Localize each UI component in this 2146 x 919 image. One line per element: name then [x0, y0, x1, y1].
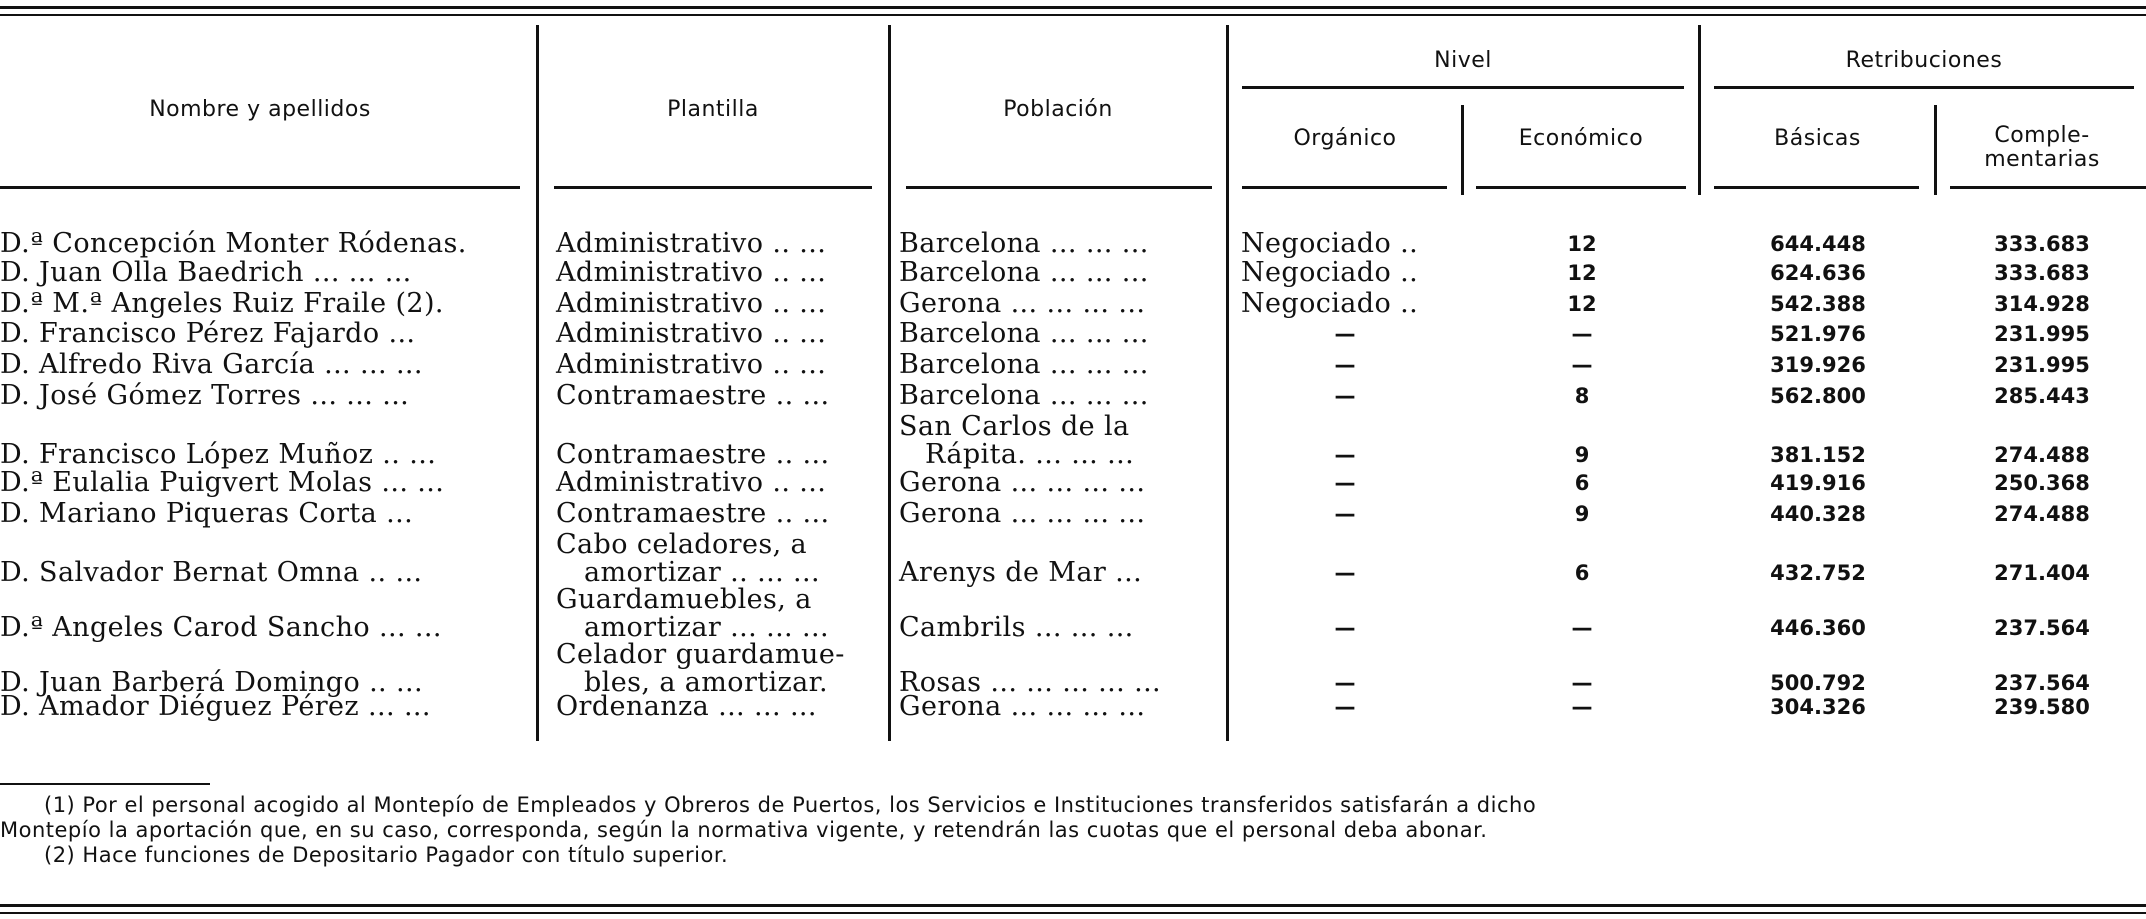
header-complementarias-line1: Comple-	[1994, 123, 2090, 148]
footnote-2: (2) Hace funciones de Depositario Pagador con título superior.	[44, 843, 729, 867]
cell-plantilla: Guardamuebles, a	[556, 584, 812, 615]
header-basicas: Básicas	[1774, 126, 1861, 151]
cell-economico: —	[1571, 353, 1593, 377]
cell-plantilla: Contramaestre .. ...	[556, 498, 830, 529]
cell-poblacion: Cambrils ... ... ...	[899, 612, 1134, 643]
cell-basicas: 419.916	[1770, 471, 1866, 495]
cell-economico: 9	[1574, 443, 1590, 467]
cell-organico: Negociado ..	[1241, 288, 1419, 319]
cell-poblacion: Rápita. ... ... ...	[925, 439, 1135, 470]
cell-plantilla: amortizar ... ... ...	[584, 612, 829, 643]
cell-plantilla: Administrativo .. ...	[556, 318, 827, 349]
cell-plantilla: Contramaestre .. ...	[556, 380, 830, 411]
header-nivel: Nivel	[1434, 48, 1492, 73]
cell-nombre: D.ª M.ª Angeles Ruiz Fraile (2).	[0, 288, 444, 319]
underline-organico	[1242, 186, 1447, 189]
cell-nombre: D. Mariano Piqueras Corta ...	[0, 498, 414, 529]
underline-plantilla	[554, 186, 872, 189]
cell-poblacion: Gerona ... ... ... ...	[899, 498, 1146, 529]
header-complementarias	[1938, 124, 2146, 172]
cell-complementarias: 314.928	[1994, 292, 2090, 316]
cell-organico: —	[1334, 671, 1356, 695]
cell-plantilla: Administrativo .. ...	[556, 257, 827, 288]
cell-poblacion: Gerona ... ... ... ...	[899, 691, 1146, 722]
header-poblacion: Población	[1003, 97, 1113, 122]
bottom-rule-thin	[0, 912, 2146, 914]
cell-nombre: D.ª Concepción Monter Ródenas.	[0, 228, 467, 259]
cell-poblacion: Arenys de Mar ...	[899, 557, 1143, 588]
cell-plantilla: Administrativo .. ...	[556, 228, 827, 259]
cell-complementarias: 274.488	[1994, 502, 2090, 526]
cell-organico: —	[1334, 471, 1356, 495]
top-rule-thin	[0, 14, 2146, 16]
cell-basicas: 521.976	[1770, 322, 1866, 346]
cell-organico: —	[1334, 443, 1356, 467]
cell-basicas: 432.752	[1770, 561, 1866, 585]
cell-poblacion: Gerona ... ... ... ...	[899, 467, 1146, 498]
cell-poblacion: Barcelona ... ... ...	[899, 380, 1149, 411]
cell-basicas: 440.328	[1770, 502, 1866, 526]
cell-complementarias: 237.564	[1994, 616, 2090, 640]
cell-poblacion: Barcelona ... ... ...	[899, 228, 1149, 259]
cell-organico: —	[1334, 561, 1356, 585]
underline-basicas	[1714, 186, 1919, 189]
header-economico: Económico	[1518, 126, 1644, 151]
cell-plantilla: Ordenanza ... ... ...	[556, 691, 817, 722]
header-organico: Orgánico	[1293, 126, 1397, 151]
cell-complementarias: 237.564	[1994, 671, 2090, 695]
cell-economico: 8	[1574, 384, 1590, 408]
cell-basicas: 319.926	[1770, 353, 1866, 377]
col-sep-5	[1698, 25, 1701, 195]
cell-plantilla: bles, a amortizar.	[584, 667, 828, 698]
cell-economico: 6	[1574, 471, 1590, 495]
cell-organico: —	[1334, 353, 1356, 377]
cell-complementarias: 285.443	[1994, 384, 2090, 408]
cell-complementarias: 231.995	[1994, 322, 2090, 346]
cell-nombre: D. Alfredo Riva García ... ... ...	[0, 349, 423, 380]
footnote-1-line1: (1) Por el personal acogido al Montepío de Empleados y Obreros de Puertos, los Servicios e Instituciones transferidos satisfarán a dicho	[44, 793, 1537, 817]
cell-complementarias: 239.580	[1994, 695, 2090, 719]
cell-economico: —	[1571, 671, 1593, 695]
cell-plantilla: Administrativo .. ...	[556, 349, 827, 380]
col-sep-2	[888, 25, 891, 741]
cell-organico: —	[1334, 695, 1356, 719]
cell-plantilla: Administrativo .. ...	[556, 467, 827, 498]
cell-basicas: 542.388	[1770, 292, 1866, 316]
cell-complementarias: 333.683	[1994, 261, 2090, 285]
top-rule	[0, 6, 2146, 9]
cell-nombre: D.ª Eulalia Puigvert Molas ... ...	[0, 467, 445, 498]
cell-basicas: 624.636	[1770, 261, 1866, 285]
footnote-1-line2: Montepío la aportación que, en su caso, corresponda, según la normativa vigente, y retendrán las cuotas que el personal deba abonar.	[0, 818, 1488, 842]
cell-economico: 9	[1574, 502, 1590, 526]
cell-economico: —	[1571, 322, 1593, 346]
cell-plantilla: amortizar .. ... ...	[584, 557, 820, 588]
cell-economico: 12	[1567, 261, 1597, 285]
cell-poblacion: San Carlos de la	[899, 411, 1130, 442]
cell-poblacion: Rosas ... ... ... ... ...	[899, 667, 1162, 698]
cell-plantilla: Celador guardamue-	[556, 639, 845, 670]
header-retribuciones: Retribuciones	[1845, 48, 2003, 73]
cell-economico: 12	[1567, 292, 1597, 316]
cell-organico: Negociado ..	[1241, 228, 1419, 259]
header-complementarias-line2: mentarias	[1984, 147, 2100, 172]
cell-nombre: D. Salvador Bernat Omna .. ...	[0, 557, 423, 588]
cell-complementarias: 250.368	[1994, 471, 2090, 495]
cell-nombre: D. Juan Olla Baedrich ... ... ...	[0, 257, 412, 288]
cell-economico: —	[1571, 695, 1593, 719]
cell-basicas: 500.792	[1770, 671, 1866, 695]
footnote-rule	[0, 783, 210, 785]
cell-basicas: 446.360	[1770, 616, 1866, 640]
cell-complementarias: 231.995	[1994, 353, 2090, 377]
cell-poblacion: Gerona ... ... ... ...	[899, 288, 1146, 319]
cell-economico: 6	[1574, 561, 1590, 585]
cell-complementarias: 271.404	[1994, 561, 2090, 585]
underline-poblacion	[906, 186, 1212, 189]
col-sep-6	[1934, 105, 1937, 195]
underline-nivel	[1242, 86, 1684, 89]
cell-organico: —	[1334, 384, 1356, 408]
cell-nombre: D. José Gómez Torres ... ... ...	[0, 380, 410, 411]
cell-plantilla: Administrativo .. ...	[556, 288, 827, 319]
bottom-rule	[0, 904, 2146, 907]
header-plantilla: Plantilla	[667, 97, 759, 122]
cell-poblacion: Barcelona ... ... ...	[899, 257, 1149, 288]
cell-nombre: D.ª Angeles Carod Sancho ... ...	[0, 612, 442, 643]
cell-basicas: 304.326	[1770, 695, 1866, 719]
col-sep-4	[1461, 105, 1464, 195]
underline-nombre	[0, 186, 520, 189]
header-nombre: Nombre y apellidos	[149, 97, 371, 122]
cell-organico: —	[1334, 502, 1356, 526]
cell-organico: —	[1334, 322, 1356, 346]
cell-poblacion: Barcelona ... ... ...	[899, 318, 1149, 349]
col-sep-3	[1226, 25, 1229, 741]
col-sep-1	[536, 25, 539, 741]
cell-nombre: D. Amador Diéguez Pérez ... ...	[0, 691, 431, 722]
cell-basicas: 562.800	[1770, 384, 1866, 408]
cell-basicas: 381.152	[1770, 443, 1866, 467]
underline-economico	[1476, 186, 1686, 189]
cell-plantilla: Cabo celadores, a	[556, 529, 808, 560]
underline-retribuciones	[1714, 86, 2134, 89]
cell-plantilla: Contramaestre .. ...	[556, 439, 830, 470]
cell-complementarias: 274.488	[1994, 443, 2090, 467]
cell-economico: 12	[1567, 232, 1597, 256]
cell-poblacion: Barcelona ... ... ...	[899, 349, 1149, 380]
cell-complementarias: 333.683	[1994, 232, 2090, 256]
cell-economico: —	[1571, 616, 1593, 640]
underline-complementarias	[1950, 186, 2146, 189]
cell-organico: Negociado ..	[1241, 257, 1419, 288]
cell-nombre: D. Francisco Pérez Fajardo ...	[0, 318, 416, 349]
cell-nombre: D. Francisco López Muñoz .. ...	[0, 439, 437, 470]
cell-basicas: 644.448	[1770, 232, 1866, 256]
cell-nombre: D. Juan Barberá Domingo .. ...	[0, 667, 423, 698]
cell-organico: —	[1334, 616, 1356, 640]
